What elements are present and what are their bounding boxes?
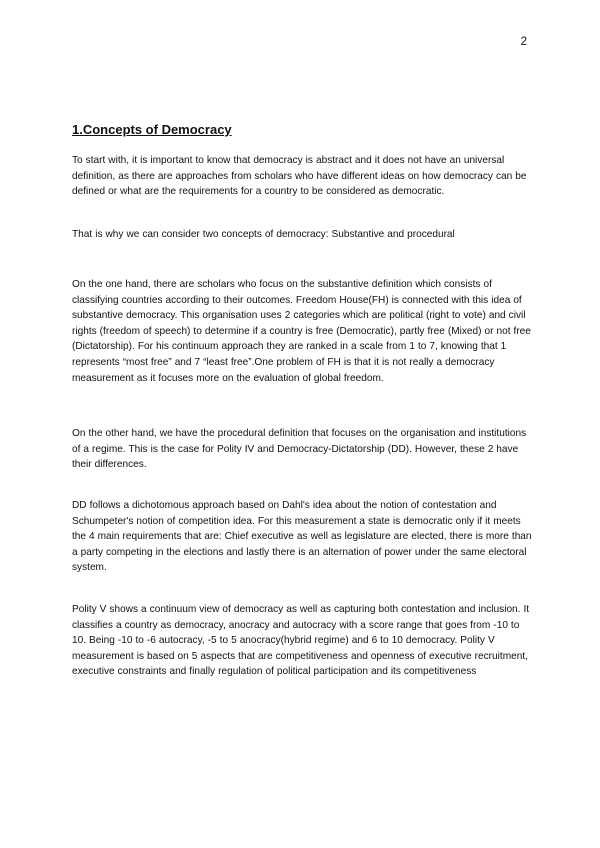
page-number: 2 — [520, 36, 527, 48]
paragraph-two-concepts: That is why we can consider two concepts of democracy: Substantive and procedural — [72, 229, 455, 240]
paragraph-dd: DD follows a dichotomous approach based on Dahl's idea about the notion of contestation and Schumpeter's notion of competition idea. For this measurement a state is democratic only if it meets the 4 main requirements that are: Chief executive as well as legislature are elected, there is more than a party competing in the elections and lastly there is an alternation of power under the same electoral system. — [72, 500, 532, 574]
paragraph-substantive: On the one hand, there are scholars who focus on the substantive definition which consists of classifying countries according to their outcomes. Freedom House(FH) is connected with this idea of substantive democracy. This organisation uses 2 categories which are political (right to vote) and civil rights (freedom of speech) to determine if a country is free (Democratic), partly free (Mixed) or not free (Dictatorship). For his continuum approach they are ranked in a scale from 1 to 7, knowing that 1 represents “most free” and 7 “least free”.One problem of FH is that it is not really a democracy measurement as it focuses more on the evaluation of global freedom. — [72, 279, 531, 384]
paragraph-procedural: On the other hand, we have the procedural definition that focuses on the organisation and institutions of a regime. This is the case for Polity IV and Democracy-Dictatorship (DD). However, these 2 have their differences. — [72, 428, 527, 471]
section-heading: 1.Concepts of Democracy — [72, 122, 232, 137]
paragraph-polity: Polity V shows a continuum view of democracy as well as capturing both contestation and inclusion. It classifies a country as democracy, anocracy and autocracy with a score range that goes from -10 to 10. Being -10 to -6 autocracy, -5 to 5 anocracy(hybrid regime) and 6 to 10 democracy. Polity V measurement is based on 5 aspects that are competitiveness and openness of executive recruitment, executive constraints and finally regulation of political participation and its competitiveness — [72, 604, 530, 678]
paragraph-intro: To start with, it is important to know that democracy is abstract and it does not have an universal definition, as there are approaches from scholars who have different ideas on how democracy can be defined or what are the requirements for a country to be considered as democratic. — [72, 155, 527, 198]
